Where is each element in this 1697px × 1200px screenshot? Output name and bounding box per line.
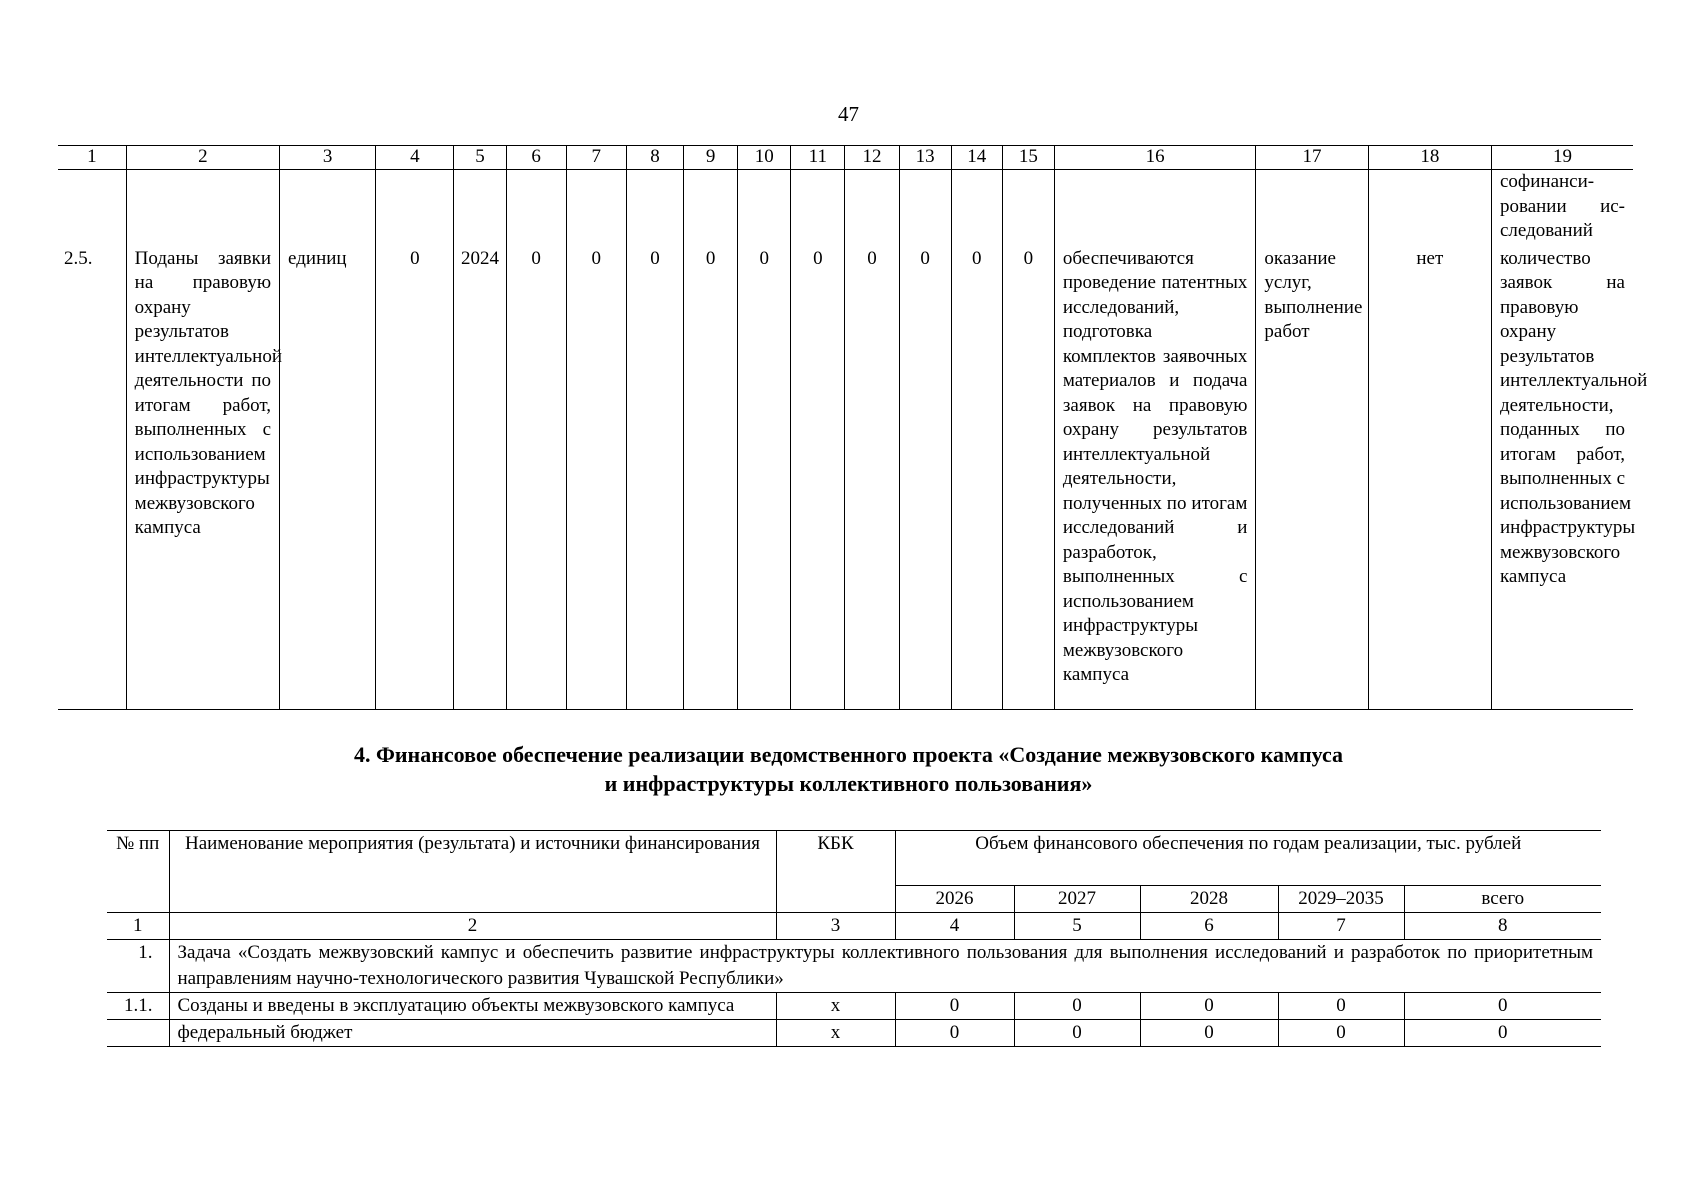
col-num: 8 xyxy=(626,146,683,170)
header-num: № пп xyxy=(107,831,169,913)
table-row xyxy=(107,1020,1601,1047)
financing-table xyxy=(107,830,1601,1047)
col-num: 18 xyxy=(1368,146,1491,170)
row-name: Созданы и введены в эксплуатацию объекты межвузовского кампуса xyxy=(169,993,776,1020)
task-number: 1. xyxy=(107,940,169,993)
col-num: 6 xyxy=(506,146,566,170)
col-num: 5 xyxy=(1014,913,1140,940)
year-2027: 2027 xyxy=(1014,886,1140,913)
section-title-line-1: 4. Финансовое обеспечение реализации ведомственного проекта «Создание межвузовского кампуса xyxy=(353,742,1344,767)
col-num: 3 xyxy=(280,146,376,170)
col-num: 17 xyxy=(1256,146,1368,170)
value-cell: 0 xyxy=(1278,1020,1404,1047)
value-cell: 0 xyxy=(791,247,845,710)
value-cell: 0 xyxy=(626,247,683,710)
col-num: 9 xyxy=(684,146,738,170)
col-num: 4 xyxy=(376,146,454,170)
value-cell: 0 xyxy=(1140,993,1278,1020)
table-row xyxy=(107,993,1601,1020)
row-kbk: х xyxy=(776,1020,895,1047)
col-num: 2 xyxy=(169,913,776,940)
col-num: 2 xyxy=(126,146,279,170)
row-type: оказание услуг, выполнение работ xyxy=(1256,247,1368,710)
col-num: 15 xyxy=(1002,146,1054,170)
value-cell: 0 xyxy=(1140,1020,1278,1047)
row-name: федеральный бюджет xyxy=(169,1020,776,1047)
value-cell: 0 xyxy=(951,247,1002,710)
row-kbk: х xyxy=(776,993,895,1020)
value-cell: 0 xyxy=(684,247,738,710)
page-number: 47 xyxy=(838,102,859,126)
col-num: 4 xyxy=(895,913,1014,940)
year-2029-2035: 2029–2035 xyxy=(1278,886,1404,913)
header-name: Наименование мероприятия (результата) и источники финансирования xyxy=(169,831,776,913)
col-num: 8 xyxy=(1404,913,1601,940)
value-cell: 0 xyxy=(506,247,566,710)
column-number-row xyxy=(107,913,1601,940)
value-cell: 0 xyxy=(738,247,791,710)
value-cell: 0 xyxy=(1002,247,1054,710)
row-description: обеспечиваются проведение патентных исследований, подготовка комплектов заявочных материалов и подача заявок на правовую охрану результатов интеллектуальной деятельности, полученных по итогам исследований и разработок, выполненных с использованием инфраструктуры межвузовского кампуса xyxy=(1054,247,1256,710)
base-year: 2024 xyxy=(454,247,506,710)
col-num: 19 xyxy=(1491,146,1633,170)
section-title-line-2: и инфраструктуры коллективного пользования» xyxy=(604,771,1093,796)
value-cell: 0 xyxy=(566,247,626,710)
col-num: 11 xyxy=(791,146,845,170)
value-cell: 0 xyxy=(895,1020,1014,1047)
base-value: 0 xyxy=(376,247,454,710)
row-number xyxy=(107,1020,169,1047)
header-volume: Объем финансового обеспечения по годам реализации, тыс. рублей xyxy=(895,831,1601,886)
col-num: 10 xyxy=(738,146,791,170)
col-num: 1 xyxy=(107,913,169,940)
value-cell: 0 xyxy=(1278,993,1404,1020)
continuation-text: софинанси-ровании ис-следований xyxy=(1491,170,1633,247)
value-cell: 0 xyxy=(1404,1020,1601,1047)
row-number: 1.1. xyxy=(107,993,169,1020)
col-num: 1 xyxy=(58,146,126,170)
year-2028: 2028 xyxy=(1140,886,1278,913)
row-number: 2.5. xyxy=(64,247,93,269)
continuation-row xyxy=(58,170,1633,247)
column-number-row xyxy=(58,146,1633,170)
row-indicator: количество заявок на правовую охрану результатов интеллектуальной деятельности, поданных по итогам работ, выполненных с использованием инфраструктуры межвузовского кампуса xyxy=(1491,247,1633,710)
col-num: 16 xyxy=(1054,146,1256,170)
year-2026: 2026 xyxy=(895,886,1014,913)
header-kbk: КБК xyxy=(776,831,895,913)
col-num: 7 xyxy=(566,146,626,170)
col-num: 5 xyxy=(454,146,506,170)
value-cell: 0 xyxy=(845,247,899,710)
task-text: Задача «Создать межвузовский кампус и обеспечить развитие инфраструктуры коллективного пользования для выполнения исследований и разработок по приоритетным направлениям научно-технологического развития Чувашской Республики» xyxy=(169,940,1601,993)
value-cell: 0 xyxy=(1014,993,1140,1020)
header-row xyxy=(107,831,1601,886)
row-flag: нет xyxy=(1368,247,1491,710)
col-num: 12 xyxy=(845,146,899,170)
col-num: 14 xyxy=(951,146,1002,170)
year-total: всего xyxy=(1404,886,1601,913)
section-title xyxy=(0,740,1697,798)
value-cell: 0 xyxy=(1404,993,1601,1020)
col-num: 3 xyxy=(776,913,895,940)
value-cell: 0 xyxy=(1014,1020,1140,1047)
col-num: 7 xyxy=(1278,913,1404,940)
value-cell: 0 xyxy=(895,993,1014,1020)
row-unit: единиц xyxy=(280,247,376,710)
col-num: 6 xyxy=(1140,913,1278,940)
indicators-table xyxy=(58,145,1648,710)
table-row xyxy=(58,247,1633,710)
task-row xyxy=(107,940,1601,993)
col-num: 13 xyxy=(899,146,951,170)
row-name: Поданы заявки на правовую охрану результатов интеллектуальной деятельности по итогам работ, выполненных с использованием инфраструктуры межвузовского кампуса xyxy=(126,247,279,710)
value-cell: 0 xyxy=(899,247,951,710)
